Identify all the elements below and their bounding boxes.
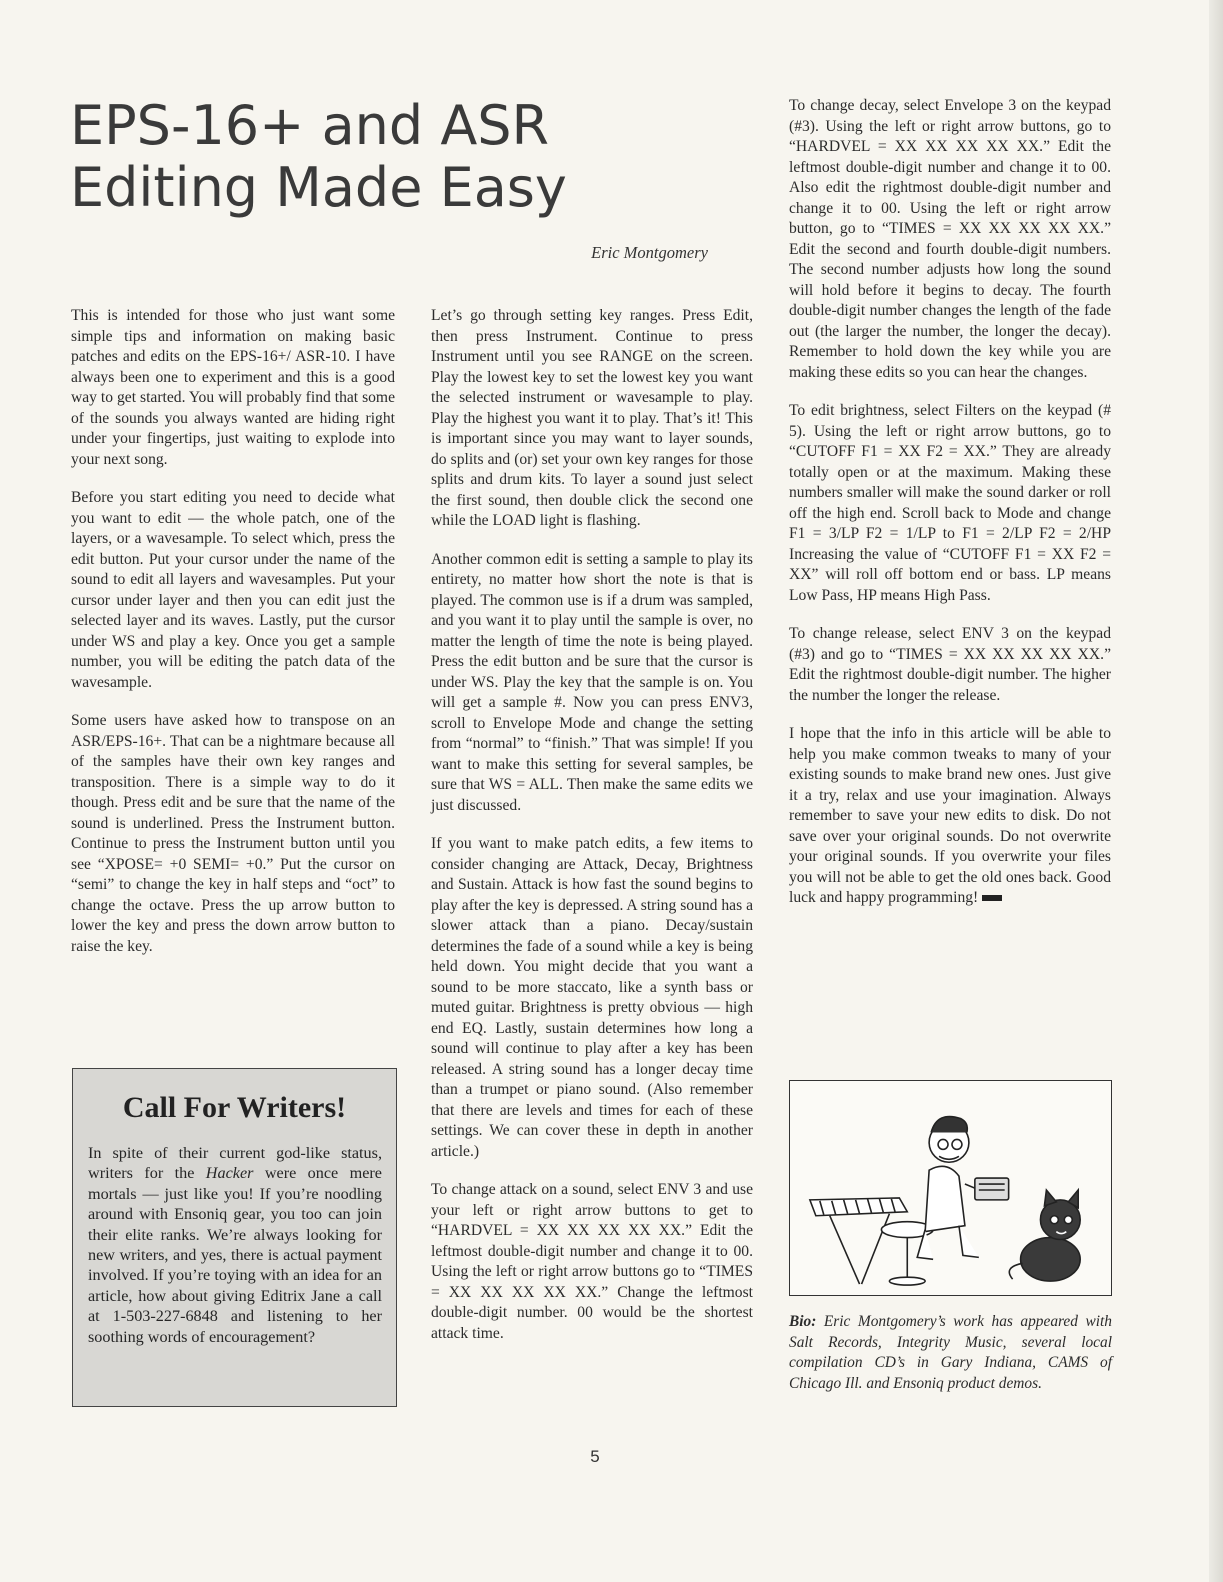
call-for-writers-text-start: In spite of their current god-like status, writers for the	[88, 1144, 382, 1183]
author-byline: Eric Montgomery	[591, 243, 708, 262]
bio-label: Bio:	[789, 1313, 817, 1330]
page-number: 5	[590, 1447, 600, 1466]
call-for-writers-title: Call For Writers!	[122, 1091, 347, 1124]
call-for-writers-text-end: were once mere mortals — just like you! If you’re noodling around with Ensoniq gear, you too can join their elite ranks. We’re always looking for new writers, and yes, there is actual payment involved. If you’re toying with an idea for an article, how about giving Editrix Jane a call at 1-503-227-6848 and listening to her soothing words of encouragement?	[88, 1164, 382, 1346]
paragraph: To change release, select ENV 3 on the keypad (#3) and go to “TIMES = XX XX XX XX XX.” Edit the rightmost double-digit number. The higher the number the longer the release.	[789, 625, 1111, 704]
page-edge	[1209, 0, 1223, 1582]
column-1	[71, 306, 395, 975]
paragraph: To change decay, select Envelope 3 on the keypad (#3). Using the left or right arrow buttons, go to “HARDVEL = XX XX XX XX XX.” Edit the leftmost double-digit number and change it to 00. Also edit the rightmost double-digit number and change it to 00. Using the left or right arrow button, go to “TIMES = XX XX XX XX XX.” Edit the second and fourth double-digit numbers. The second number adjusts how long the sound will hold before it begins to decay. The fourth double-digit number changes the length of the fade out (the larger the number, the longer the decay). Remember to hold down the key while you are making these edits so you can hear the changes.	[789, 97, 1111, 381]
cartoon-illustration	[789, 1080, 1112, 1296]
article-title	[70, 95, 690, 219]
closing-text: I hope that the info in this article will be able to help you make common tweaks to many of your existing sounds to make brand new ones. Just give it a try, relax and use your imagination. Always remember to save your new edits to disk. Do not save over your original sounds. Do not overwrite your original sounds. If you overwrite your files you will not be able to get the old ones back. Good luck and happy programming!	[789, 725, 1111, 906]
call-for-writers-text	[88, 1143, 382, 1347]
hacker-magazine-name: Hacker	[205, 1164, 254, 1183]
end-of-article-mark	[982, 895, 1002, 901]
paragraph-final	[789, 724, 1111, 909]
paragraph: Before you start editing you need to decide what you want to edit — the whole patch, one of the layers, or a wavesample. To select which, press the edit button. Put your cursor under the name of the sound to edit all layers and wavesamples. Put your cursor under layer and then you can edit just the selected layer and its waves. Lastly, put the cursor under WS and play a key. Once you get a sample number, you will be editing the patch data of the wavesample.	[71, 489, 395, 691]
title-line-2: Editing Made Easy	[70, 156, 567, 219]
cat-icon	[1009, 1190, 1080, 1281]
musician-icon	[917, 1117, 1008, 1260]
author-bio	[789, 1312, 1112, 1394]
paragraph: This is intended for those who just want some simple tips and information on making basic patches and edits on the EPS-16+/ ASR-10. I have always been one to experiment and this is a good way to get started. You will probably find that some of the sounds you always wanted are hiding right under your fingertips, just waiting to explode into your next song.	[71, 307, 395, 468]
title-line-1: EPS-16+ and ASR	[70, 94, 550, 157]
paragraph: Another common edit is setting a sample to play its entirety, no matter how short the note is that is played. The common use is if a drum was sampled, and you want it to play until the sample is over, no matter the length of time the note is being played. Press the edit button and be sure that the cursor is under WS. Play the key that the sample is on. You will get a sample #. Now you can press ENV3, scroll to Envelope Mode and change the setting from “normal” to “finish.” That was simple! If you want to make this setting for several samples, be sure that WS = ALL. Then make the same edits we just discussed.	[431, 550, 753, 814]
bio-text: Eric Montgomery’s work has appeared with Salt Records, Integrity Music, several local compilation CD’s in Gary Indiana, CAMS of Chicago Ill. and Ensoniq product demos.	[789, 1313, 1112, 1392]
call-for-writers-box	[72, 1068, 397, 1407]
column-3	[789, 96, 1111, 927]
musician-with-cat-drawing	[790, 1081, 1111, 1295]
paragraph: Let’s go through setting key ranges. Press Edit, then press Instrument. Continue to press Instrument until you see RANGE on the screen. Play the lowest key to set the lowest key you want the selected instrument or wavesample to play. Play the highest you want it to play. That’s it! This is important since you may want to layer sounds, do splits and (or) set your own key ranges for those splits and drum kits. To layer a sound just select the first sound, then double click the second one while the LOAD light is flashing.	[431, 307, 753, 529]
keyboard-icon	[810, 1198, 907, 1284]
paragraph: To edit brightness, select Filters on the keypad (# 5). Using the left or right arrow buttons, go to “CUTOFF F1 = XX F2 = XX.” They are already totally open or at the maximum. Making these numbers smaller will make the sound darker or roll off the high end. Scroll back to Mode and change F1 = 3/LP F2 = 1/LP to F1 = 2/LP F2 = 2/HP Increasing the value of “CUTOFF F1 = XX F2 = XX” will roll off bottom end or bass. LP means Low Pass, HP means High Pass.	[789, 402, 1111, 604]
column-2	[431, 306, 753, 1362]
paragraph: Some users have asked how to transpose on an ASR/EPS-16+. That can be a nightmare because all of the samples have their own key ranges and transposition. There is a simple way to do it though. Press edit and be sure that the name of the sound is underlined. Press the Instrument button. Continue to press the Instrument button until you see “XPOSE= +0 SEMI= +0.” Put the cursor on “semi” to change the key in half steps and “oct” to change the octave. Press the up arrow button to lower the key and press the down arrow button to raise the key.	[71, 712, 395, 955]
paragraph: To change attack on a sound, select ENV 3 and use your left or right arrow buttons to get to “HARDVEL = XX XX XX XX XX.” Edit the leftmost double-digit number and change it to 00. Using the left or right arrow buttons go to “TIMES = XX XX XX XX XX.” Change the leftmost double-digit number. 00 would be the shortest attack time.	[431, 1181, 753, 1342]
paragraph: If you want to make patch edits, a few items to consider changing are Attack, Decay, Brightness and Sustain. Attack is how fast the sound begins to play after the key is depressed. A string sound has a slower attack than a piano. Decay/sustain determines the fade of a sound while a key is being held down. You might decide that you want a sound to be more staccato, like a synth bass or muted guitar. Brightness is pretty obvious — high end EQ. Lastly, sustain determines how long a sound will continue to play after a key has been released. A string sound has a longer decay time than a trumpet or piano sound. (Also remember that there are levels and times for each of these settings. We can cover these in depth in another article.)	[431, 835, 753, 1160]
